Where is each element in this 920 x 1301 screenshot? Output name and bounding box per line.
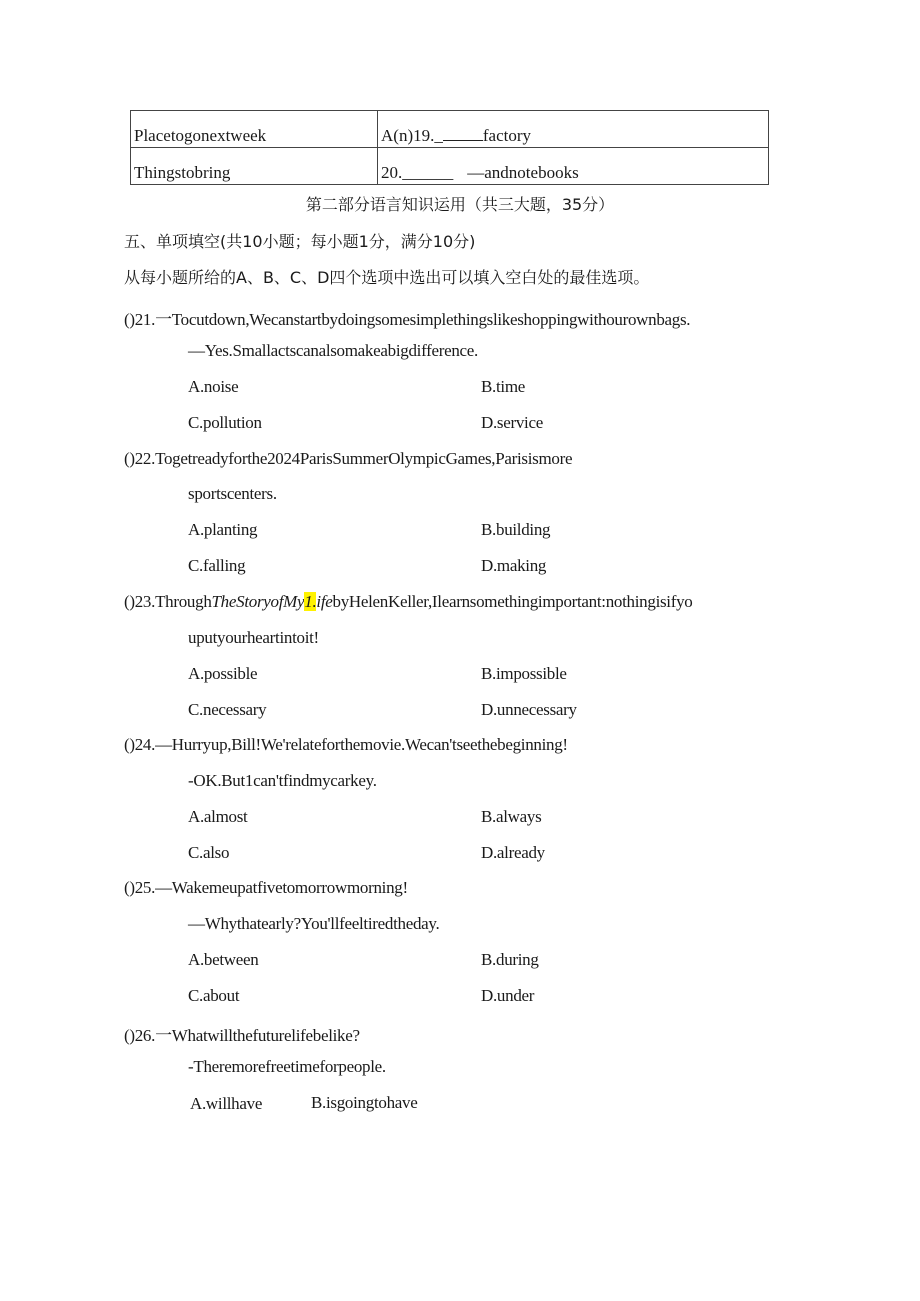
value-suffix: factory [482, 126, 531, 145]
question-26-line2: -Theremorefreetimeforpeople. [188, 1057, 386, 1076]
blank-underline [443, 126, 483, 141]
table-cell-value [378, 148, 769, 185]
option-a[interactable]: A.willhave [190, 1094, 263, 1113]
question-22-stem: ()22.Togetreadyforthe2024ParisSummerOlympicGames,Parisismore [124, 449, 573, 468]
table-cell-label: Thingstobring [131, 148, 378, 185]
instruction: 从每小题所给的A、B、C、D四个选项中选出可以填入空白处的最佳选项。 [124, 268, 650, 287]
option-b[interactable]: B.during [481, 950, 539, 969]
book-title-part: ife [316, 592, 333, 611]
question-23-stem [124, 592, 693, 612]
question-23-line2: uputyourheartintoit! [188, 628, 319, 647]
question-25-stem: ()25.—Wakemeupatfivetomorrowmorning! [124, 878, 408, 897]
answer-blank-19[interactable]: A(n)19._ [381, 126, 443, 145]
table-row [131, 111, 769, 148]
option-b[interactable]: B.time [481, 377, 526, 396]
option-c[interactable]: C.falling [188, 556, 246, 575]
option-a[interactable]: A.planting [188, 520, 258, 539]
option-c[interactable]: C.necessary [188, 700, 267, 719]
option-d[interactable]: D.unnecessary [481, 700, 577, 719]
table-row [131, 148, 769, 185]
option-d[interactable]: D.already [481, 843, 545, 862]
question-22-line2: sportscenters. [188, 484, 277, 503]
option-c[interactable]: C.also [188, 843, 230, 862]
option-c[interactable]: C.pollution [188, 413, 262, 432]
info-table [130, 110, 769, 185]
option-a[interactable]: A.noise [188, 377, 239, 396]
highlighted-text: 1. [304, 592, 317, 611]
question-24-line2: -OK.But1can'tfindmycarkey. [188, 771, 377, 790]
option-b[interactable]: B.isgoingtohave [311, 1093, 418, 1112]
option-a[interactable]: A.between [188, 950, 259, 969]
question-26-stem: ()26.一Whatwillthefuturelifebelike? [124, 1026, 360, 1045]
book-title [212, 592, 333, 611]
table-cell-label: Placetogonextweek [131, 111, 378, 148]
option-c[interactable]: C.about [188, 986, 240, 1005]
book-title-part: TheStoryofMy [211, 592, 305, 611]
option-a[interactable]: A.almost [188, 807, 248, 826]
table-cell-value [378, 111, 769, 148]
value-suffix: —andnotebooks [467, 163, 579, 182]
option-d[interactable]: D.under [481, 986, 535, 1005]
part-title: 第二部分语言知识运用（共三大题，35分） [305, 195, 615, 214]
question-25-line2: —Whythatearly?You'llfeeltiredtheday. [188, 914, 440, 933]
option-b[interactable]: B.building [481, 520, 551, 539]
section-heading: 五、单项填空(共10小题；每小题1分，满分10分) [124, 232, 476, 251]
option-b[interactable]: B.always [481, 807, 542, 826]
answer-blank-20[interactable]: 20.______ [381, 163, 454, 182]
stem-prefix: ()23.Through [124, 592, 212, 611]
option-a[interactable]: A.possible [188, 664, 258, 683]
option-b[interactable]: B.impossible [481, 664, 567, 683]
stem-suffix: byHelenKeller,Ilearnsomethingimportant:nothingisifyo [332, 592, 693, 611]
question-21-line2: —Yes.Smallactscanalsomakeabigdifference. [188, 341, 478, 360]
question-24-stem: ()24.—Hurryup,Bill!We'relateforthemovie.Wecan'tseethebeginning! [124, 735, 568, 754]
option-d[interactable]: D.making [481, 556, 547, 575]
option-d[interactable]: D.service [481, 413, 543, 432]
question-21-stem: ()21.一Tocutdown,Wecanstartbydoingsomesimplethingslikeshoppingwithourownbags. [124, 310, 691, 329]
